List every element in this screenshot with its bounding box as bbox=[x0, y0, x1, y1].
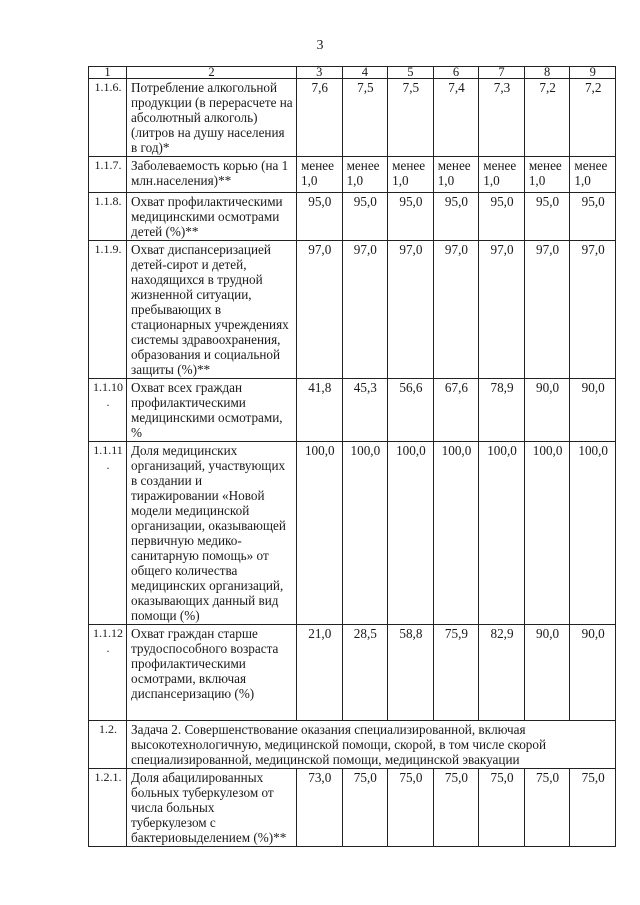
indicator-name: Охват граждан старше трудоспособного возраста профилактическими осмотрами, включая диспансеризацию (%) bbox=[127, 625, 297, 721]
indicator-value: 97,0 bbox=[433, 241, 479, 379]
indicator-value: 41,8 bbox=[297, 379, 343, 442]
indicator-value: 7,3 bbox=[479, 79, 525, 157]
indicator-value: 95,0 bbox=[433, 193, 479, 241]
indicator-value: 75,9 bbox=[433, 625, 479, 721]
indicator-value: менее 1,0 bbox=[570, 157, 616, 193]
indicator-value: 95,0 bbox=[388, 193, 434, 241]
indicator-name: Охват профилактическими медицинскими осмотрами детей (%)** bbox=[127, 193, 297, 241]
indicator-row bbox=[89, 625, 616, 721]
indicator-value: 90,0 bbox=[570, 379, 616, 442]
indicator-value: 21,0 bbox=[297, 625, 343, 721]
indicator-value: 75,0 bbox=[342, 769, 388, 847]
indicator-value: 90,0 bbox=[570, 625, 616, 721]
indicator-value: 97,0 bbox=[297, 241, 343, 379]
indicator-value: 7,2 bbox=[570, 79, 616, 157]
indicator-value: 100,0 bbox=[479, 442, 525, 625]
indicator-value: 7,6 bbox=[297, 79, 343, 157]
indicator-value: 75,0 bbox=[479, 769, 525, 847]
indicators-table bbox=[88, 66, 616, 847]
indicator-value: менее 1,0 bbox=[479, 157, 525, 193]
indicator-value: 97,0 bbox=[524, 241, 570, 379]
page-number: 3 bbox=[316, 38, 324, 53]
indicator-value: 95,0 bbox=[479, 193, 525, 241]
indicator-row bbox=[89, 379, 616, 442]
indicator-row bbox=[89, 442, 616, 625]
indicator-value: 95,0 bbox=[342, 193, 388, 241]
indicator-row bbox=[89, 193, 616, 241]
indicator-value: 7,2 bbox=[524, 79, 570, 157]
indicator-value: 73,0 bbox=[297, 769, 343, 847]
indicator-value: 100,0 bbox=[388, 442, 434, 625]
indicator-value: 90,0 bbox=[524, 625, 570, 721]
indicator-value: 67,6 bbox=[433, 379, 479, 442]
indicator-number: 1.1.6. bbox=[89, 79, 127, 157]
column-number-row bbox=[89, 67, 616, 79]
indicator-name: Заболеваемость корью (на 1 млн.населения)** bbox=[127, 157, 297, 193]
indicator-number: 1.1.11. bbox=[89, 442, 127, 625]
column-header: 4 bbox=[342, 67, 388, 79]
indicator-value: 82,9 bbox=[479, 625, 525, 721]
column-header: 5 bbox=[388, 67, 434, 79]
column-header: 7 bbox=[479, 67, 525, 79]
indicator-row bbox=[89, 79, 616, 157]
indicator-value: 95,0 bbox=[524, 193, 570, 241]
column-header: 8 bbox=[524, 67, 570, 79]
indicator-name: Доля медицинских организаций, участвующих в создании и тиражировании «Новой модели медицинской организации, оказывающей первичную медико-санитарную помощь» от общего количества медицинских организаций, оказывающих данный вид помощи (%) bbox=[127, 442, 297, 625]
indicator-number: 1.1.7. bbox=[89, 157, 127, 193]
column-header: 6 bbox=[433, 67, 479, 79]
indicator-number: 1.2.1. bbox=[89, 769, 127, 847]
indicator-value: 100,0 bbox=[433, 442, 479, 625]
indicator-value: 28,5 bbox=[342, 625, 388, 721]
indicator-number: 1.1.10. bbox=[89, 379, 127, 442]
indicator-value: менее 1,0 bbox=[524, 157, 570, 193]
indicator-row bbox=[89, 769, 616, 847]
task-row bbox=[89, 721, 616, 769]
indicator-value: 45,3 bbox=[342, 379, 388, 442]
indicator-value: менее 1,0 bbox=[388, 157, 434, 193]
indicator-value: менее 1,0 bbox=[297, 157, 343, 193]
indicator-value: 97,0 bbox=[388, 241, 434, 379]
indicator-value: 100,0 bbox=[524, 442, 570, 625]
indicator-value: 7,4 bbox=[433, 79, 479, 157]
indicator-value: 78,9 bbox=[479, 379, 525, 442]
column-header: 9 bbox=[570, 67, 616, 79]
column-header: 2 bbox=[127, 67, 297, 79]
indicator-number: 1.1.8. bbox=[89, 193, 127, 241]
indicator-value: 75,0 bbox=[388, 769, 434, 847]
indicator-row bbox=[89, 241, 616, 379]
indicator-number: 1.1.9. bbox=[89, 241, 127, 379]
indicator-value: 75,0 bbox=[570, 769, 616, 847]
indicator-value: 75,0 bbox=[433, 769, 479, 847]
indicator-value: 97,0 bbox=[570, 241, 616, 379]
indicator-name: Доля абацилированных больных туберкулезом от числа больных туберкулезом с бактериовыделением (%)** bbox=[127, 769, 297, 847]
indicator-value: 100,0 bbox=[570, 442, 616, 625]
indicator-name: Потребление алкогольной продукции (в перерасчете на абсолютный алкоголь) (литров на душу населения в год)* bbox=[127, 79, 297, 157]
indicator-value: 75,0 bbox=[524, 769, 570, 847]
indicator-value: 90,0 bbox=[524, 379, 570, 442]
indicator-value: 7,5 bbox=[342, 79, 388, 157]
indicator-value: 95,0 bbox=[570, 193, 616, 241]
column-header: 3 bbox=[297, 67, 343, 79]
column-header: 1 bbox=[89, 67, 127, 79]
indicator-name: Охват диспансеризацией детей-сирот и детей, находящихся в трудной жизненной ситуации, пребывающих в стационарных учреждениях системы здравоохранения, образования и социальной защиты (%)** bbox=[127, 241, 297, 379]
indicator-name: Охват всех граждан профилактическими медицинскими осмотрами, % bbox=[127, 379, 297, 442]
indicator-value: 97,0 bbox=[479, 241, 525, 379]
indicator-value: 100,0 bbox=[342, 442, 388, 625]
indicator-value: 58,8 bbox=[388, 625, 434, 721]
indicator-value: менее 1,0 bbox=[342, 157, 388, 193]
indicator-value: менее 1,0 bbox=[433, 157, 479, 193]
indicator-value: 7,5 bbox=[388, 79, 434, 157]
indicator-row bbox=[89, 157, 616, 193]
indicator-value: 97,0 bbox=[342, 241, 388, 379]
indicator-value: 95,0 bbox=[297, 193, 343, 241]
indicator-value: 100,0 bbox=[297, 442, 343, 625]
indicator-value: 56,6 bbox=[388, 379, 434, 442]
indicator-number: 1.1.12. bbox=[89, 625, 127, 721]
task-number: 1.2. bbox=[89, 721, 127, 769]
task-description: Задача 2. Совершенствование оказания специализированной, включая высокотехнологичную, медицинской помощи, скорой, в том числе скорой специализированной, медицинской помощи, медицинской эвакуации bbox=[127, 721, 616, 769]
